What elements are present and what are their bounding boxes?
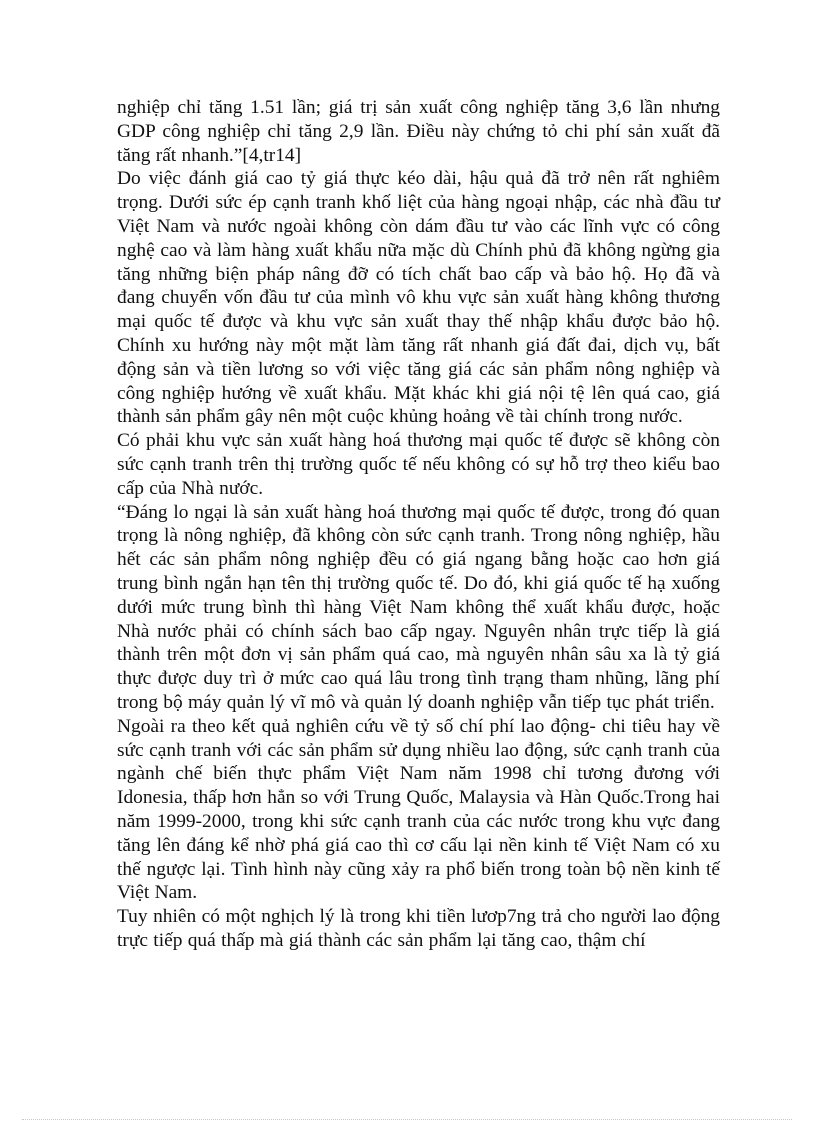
paragraph-4: “Đáng lo ngại là sản xuất hàng hoá thương mại quốc tế được, trong đó quan trọng là nông nghiệp, đã không còn sức cạnh tranh. Trong nông nghiệp, hầu hết các sản phẩm nông nghiệp đều có giá ngang bằng hoặc cao hơn giá trung bình ngắn hạn tên thị trường quốc tế. Do đó, khi giá quốc tế hạ xuống dưới mức trung bình thì hàng Việt Nam không thể xuất khẩu được, hoặc Nhà nước phải có chính sách bao cấp ngay. Nguyên nhân trực tiếp là giá thành trên một đơn vị sản phẩm quá cao, mà nguyên nhân sâu xa là tỷ giá thực được duy trì ở mức cao quá lâu trong tình trạng tham nhũng, lãng phí trong bộ máy quản lý vĩ mô và quản lý doanh nghiệp vẫn tiếp tục phát triển. [117,501,720,713]
paragraph-2: Do việc đánh giá cao tỷ giá thực kéo dài, hậu quả đã trở nên rất nghiêm trọng. Dưới sức ép cạnh tranh khố liệt của hàng ngoại nhập, các nhà đầu tư Việt Nam và nước ngoài không còn dám đầu tư vào các lĩnh vực có công nghệ cao và làm hàng xuất khẩu nữa mặc dù Chính phủ đã không ngừng gia tăng những biện pháp nâng đỡ có tích chất bao cấp và bảo hộ. Họ đã và đang chuyển vốn đầu tư của mình vô khu vực sản xuất hàng không thương mại quốc tế được và khu vực sản xuất thay thế nhập khẩu được bảo hộ. Chính xu hướng này một mặt làm tăng rất nhanh giá đất đai, dịch vụ, bất động sản và tiền lương so với việc tăng giá các sản phẩm nông nghiệp và công nghiệp hướng về xuất khẩu. Mặt khác khi giá nội tệ lên quá cao, giá thành sản phẩm gây nên một cuộc khủng hoảng về tài chính trong nước. [117,168,720,428]
paragraph-1: nghiệp chỉ tăng 1.51 lần; giá trị sản xuất công nghiệp tăng 3,6 lần nhưng GDP công nghiệp chỉ tăng 2,9 lần. Điều này chứng tỏ chi phí sản xuất đã tăng rất nhanh.”[4,tr14] [117,97,720,166]
paragraph-5: Ngoài ra theo kết quả nghiên cứu về tỷ số chí phí lao động- chi tiêu hay về sức cạnh tranh với các sản phẩm sử dụng nhiều lao động, sức cạnh tranh của ngành chế biến thực phẩm Việt Nam năm 1998 chỉ tương đương với Idonesia, thấp hơn hẳn so với Trung Quốc, Malaysia và Hàn Quốc.Trong hai năm 1999-2000, trong khi sức cạnh tranh của các nước trong khu vực đang tăng lên đáng kể nhờ phá giá cao thì cơ cấu lại nền kinh tế Việt Nam có xu thế ngược lại. Tình hình này cũng xảy ra phổ biến trong toàn bộ nền kinh tế Việt Nam. [117,715,720,904]
paragraph-3: Có phải khu vực sản xuất hàng hoá thương mại quốc tế được sẽ không còn sức cạnh tranh trên thị trường quốc tế nếu không có sự hỗ trợ theo kiểu bao cấp của Nhà nước. [117,430,720,499]
paragraph-6: Tuy nhiên có một nghịch lý là trong khi tiền lươp7ng trả cho người lao động trực tiếp quá thấp mà giá thành các sản phẩm lại tăng cao, thậm chí [117,906,720,951]
document-body [117,96,720,953]
page-bottom-divider [22,1119,792,1120]
